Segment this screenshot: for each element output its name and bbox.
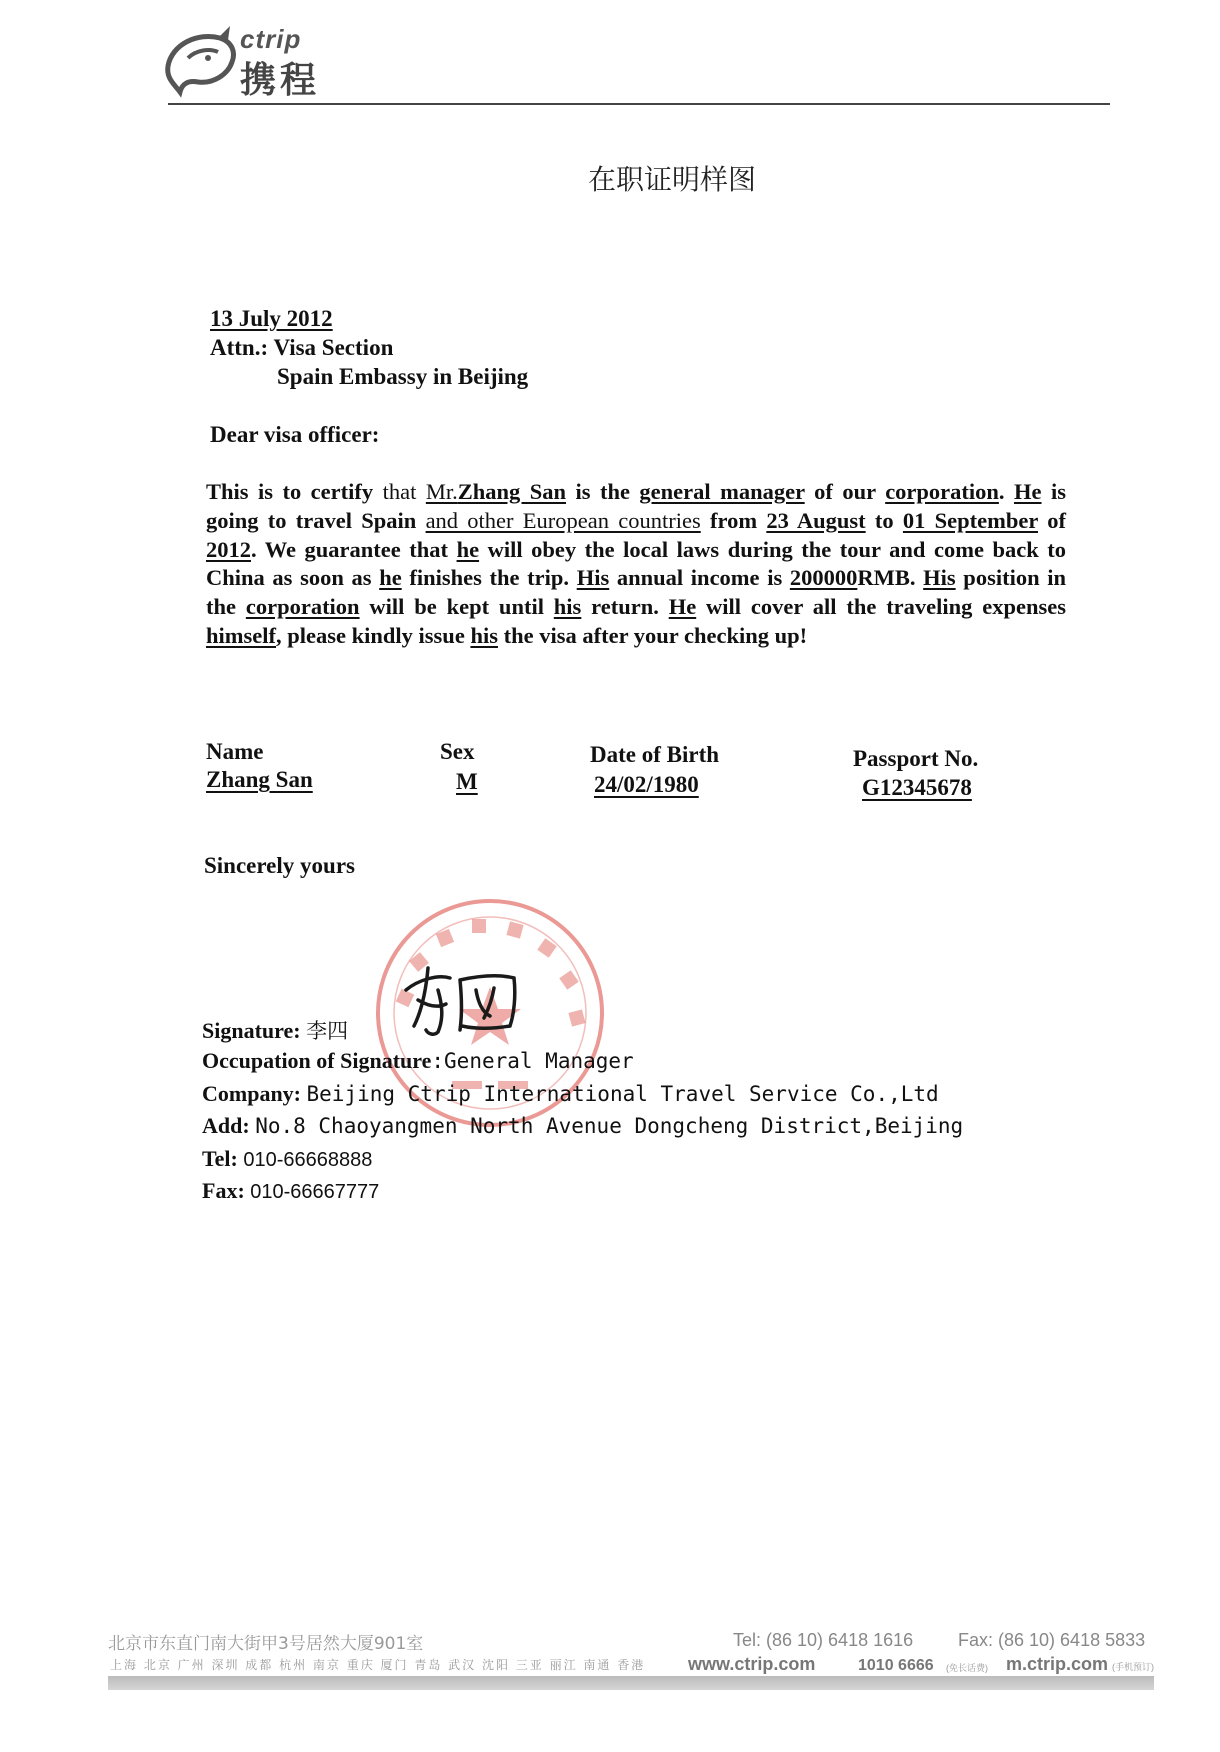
- table-header-passport: Passport No.: [853, 746, 979, 771]
- signature-line: Signature: 李四: [202, 1018, 349, 1043]
- table-header-dob: Date of Birth: [590, 742, 720, 767]
- footer-hotline-note: (免长话费): [946, 1663, 988, 1673]
- closing: Sincerely yours: [204, 853, 355, 878]
- letter-date: 13 July 2012: [210, 306, 333, 331]
- employee-title-ref: Mr.Zhang San: [425, 479, 566, 504]
- occupation-line: Occupation of Signature:General Manager: [202, 1048, 634, 1073]
- table-cell-passport: G12345678: [862, 775, 972, 800]
- footer-address: 北京市东直门南大街甲3号居然大厦901室: [108, 1634, 424, 1654]
- table-cell-sex: M: [456, 769, 478, 794]
- footer-mobile-note: (手机预订): [1112, 1662, 1154, 1672]
- document-title: 在职证明样图: [588, 163, 757, 196]
- logo-wordmark-en: ctrip: [240, 24, 302, 54]
- table-cell-dob: 24/02/1980: [594, 772, 699, 797]
- footer-mobile-site: m.ctrip.com: [1006, 1654, 1109, 1674]
- table-header-sex: Sex: [440, 739, 475, 764]
- footer-website: www.ctrip.com: [688, 1654, 816, 1674]
- company-line: Company: Beijing Ctrip International Travel Service Co.,Ltd: [202, 1081, 939, 1106]
- logo-wordmark-cn: 携程: [240, 60, 321, 101]
- footer-cities: 上海 北京 广州 深圳 成都 杭州 南京 重庆 厦门 青岛 武汉 沈阳 三亚 丽江 南通 香港: [110, 1658, 646, 1672]
- address-line: Add: No.8 Chaoyangmen North Avenue Dongcheng District,Beijing: [202, 1113, 964, 1138]
- salutation: Dear visa officer:: [210, 422, 380, 447]
- footer-tel: Tel: (86 10) 6418 1616: [733, 1630, 914, 1650]
- header-divider: [168, 103, 1110, 105]
- tel-line: Tel: 010-66668888: [202, 1146, 373, 1171]
- attention-line: Attn.: Visa Section: [210, 335, 394, 360]
- handwritten-signature: [398, 960, 528, 1040]
- table-cell-name: Zhang San: [206, 767, 313, 792]
- fax-line: Fax: 010-66667777: [202, 1178, 380, 1203]
- footer-hotline: 1010 6666: [858, 1657, 934, 1674]
- footer-bar: [108, 1676, 1154, 1690]
- letter-body: This is to certify that Mr.Zhang San is the general manager of our corporation. He is going to travel Spain and other European countries from 23 August to 01 September of 2012. We guarantee that he will obey the local laws during the tour and come back to China as soon as he finishes the trip. His annual income is 200000RMB. His position in the corporation will be kept until his return. He will cover all the traveling expenses himself, please kindly issue his the visa after your checking up!: [206, 479, 1067, 648]
- footer-fax: Fax: (86 10) 6418 5833: [958, 1630, 1146, 1650]
- embassy-line: Spain Embassy in Beijing: [277, 364, 529, 389]
- table-header-name: Name: [206, 739, 264, 764]
